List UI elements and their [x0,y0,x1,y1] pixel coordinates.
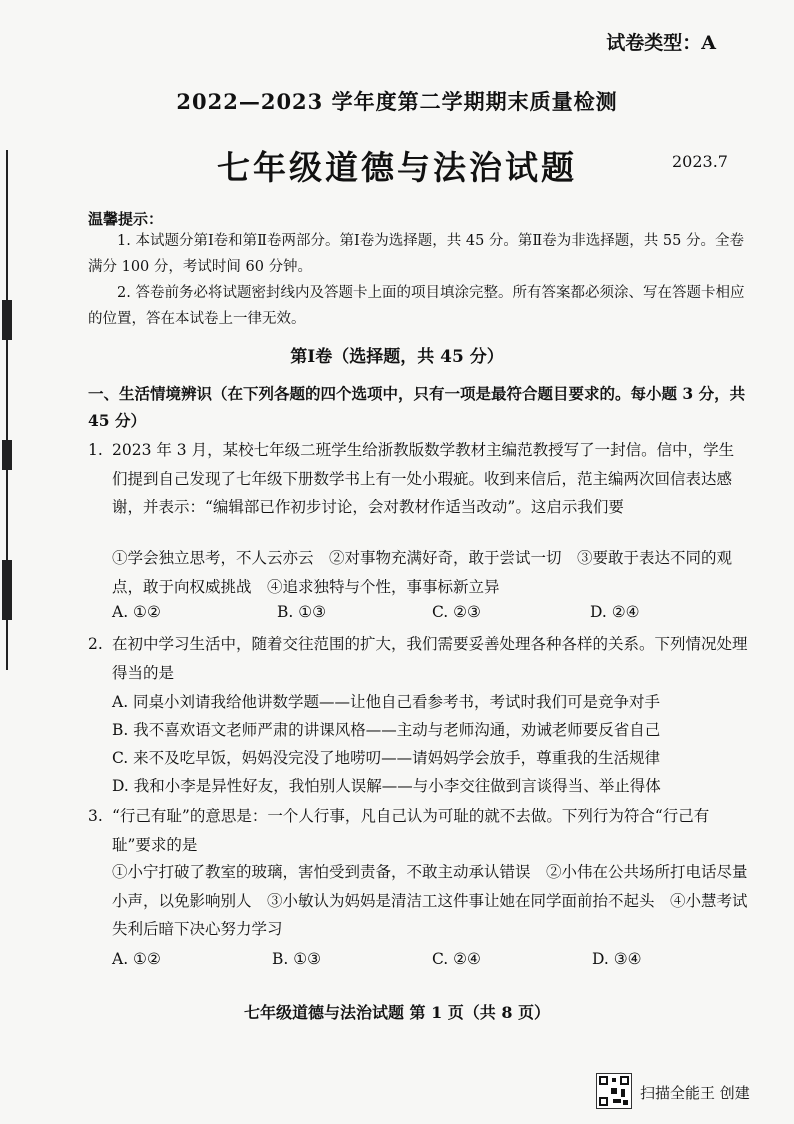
exam-date: 2023.7 [672,152,728,171]
question-number: 2. [88,635,103,653]
qr-code-icon [596,1073,632,1109]
binding-mark [2,560,12,620]
question-number: 3. [88,807,103,825]
question-statements: ①小宁打破了教室的玻璃，害怕受到责备，不敢主动承认错误 ②小伟在公共场所打电话尽量小声，以免影响别人 ③小敏认为妈妈是清洁工这件事让她在同学面前抬不起头 ④小慧考试失利后暗下决心努力学习 [112,863,748,938]
binding-mark [2,300,12,340]
notice-item: 1. 本试题分第Ⅰ卷和第Ⅱ卷两部分。第Ⅰ卷为选择题，共 45 分。第Ⅱ卷为非选择题，共 55 分。全卷满分 100 分，考试时间 60 分钟。 [88,233,744,275]
question-stem: 在初中学习生活中，随着交往范围的扩大，我们需要妥善处理各种各样的关系。下列情况处理得当的是 [112,635,748,682]
option-a: A. 同桌小刘请我给他讲数学题——让他自己看参考书，考试时我们可是竞争对手 [112,693,661,711]
notice-item: 2. 答卷前务必将试题密封线内及答题卡上面的项目填涂完整。所有答案都必须涂、写在答题卡相应的位置，答在本试卷上一律无效。 [88,285,745,327]
option-c: C. ②④ [432,950,481,968]
notice-title: 温馨提示： [88,210,164,228]
option-row [112,950,748,978]
option-row [112,603,748,631]
question-statements: ①学会独立思考，不人云亦云 ②对事物充满好奇，敢于尝试一切 ③要敢于表达不同的观点，敢于向权威挑战 ④追求独特与个性，事事标新立异 [112,549,733,596]
option-c: C. 来不及吃早饭，妈妈没完没了地唠叨——请妈妈学会放手，尊重我的生活规律 [112,749,661,767]
question-number: 1. [88,441,103,459]
paper-type: 试卷类型：A [606,32,716,54]
option-a: A. ①② [112,950,161,968]
subject-title: 七年级道德与法治试题 [217,148,577,187]
question-3 [88,802,748,859]
option-c: C. ②③ [432,603,481,621]
exam-title: 2022—2023 学年度第二学期期末质量检测 [176,89,618,114]
question-stem: “行己有耻”的意思是：一个人行事，凡自己认为可耻的就不去做。下列行为符合“行己有耻”要求的是 [112,807,710,854]
option-b: B. ①③ [272,950,322,968]
question-1 [88,436,748,522]
question-2 [88,630,748,687]
option-d: D. ③④ [592,950,642,968]
option-d: D. 我和小李是异性好友，我怕别人误解——与小李交往做到言谈得当、举止得体 [112,777,661,795]
option-a: A. ①② [112,603,161,621]
section-heading: 第Ⅰ卷（选择题，共 45 分） [290,347,504,367]
option-b: B. ①③ [277,603,327,621]
option-d: D. ②④ [590,603,640,621]
scanner-watermark: 扫描全能王 创建 [640,1084,750,1102]
page-footer: 七年级道德与法治试题 第 1 页（共 8 页） [243,1003,551,1022]
binding-mark [2,440,12,470]
part-heading: 一、生活情境辨识（在下列各题的四个选项中，只有一项是最符合题目要求的。每小题 3 分，共 45 分） [88,384,746,430]
option-b: B. 我不喜欢语文老师严肃的讲课风格——主动与老师沟通，劝诫老师要反省自己 [112,721,661,739]
question-stem: 2023 年 3 月，某校七年级二班学生给浙教版数学教材主编范教授写了一封信。信中，学生们提到自己发现了七年级下册数学书上有一处小瑕疵。收到来信后，范主编两次回信表达感谢，并表示：“编辑部已作初步讨论，会对教材作适当改动”。这启示我们要 [112,441,735,516]
